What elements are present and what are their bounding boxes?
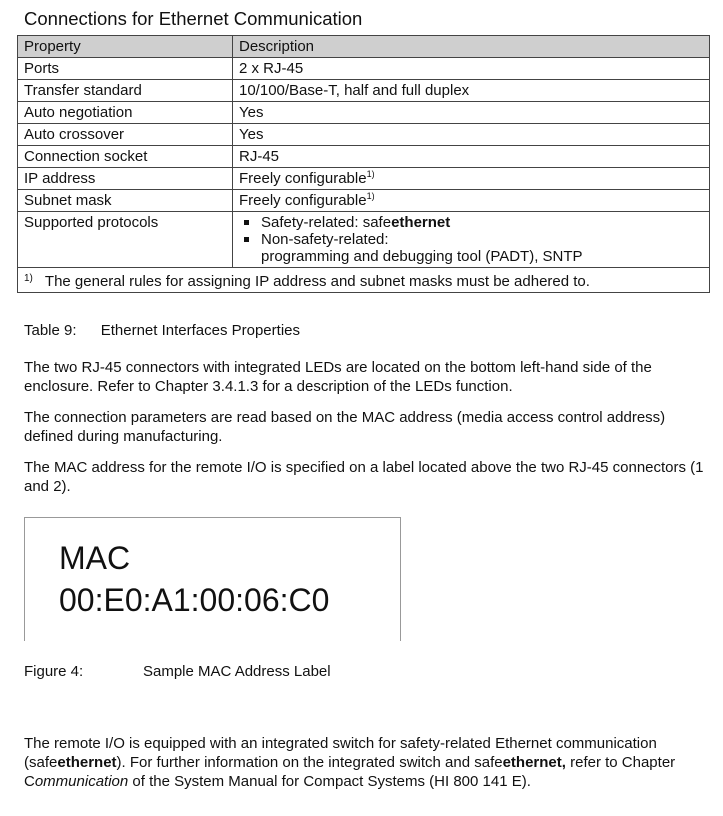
header-description: Description [233, 36, 710, 58]
protocol-bold: ethernet [391, 214, 451, 231]
description-cell [233, 168, 710, 190]
closing-bold: ethernet [57, 754, 117, 771]
table-row [18, 124, 710, 146]
description-text: Freely configurable [239, 170, 367, 187]
table-row [18, 146, 710, 168]
section-title: Connections for Ethernet Communication [24, 8, 363, 29]
description-cell: RJ-45 [233, 146, 710, 168]
closing-text: refer to Chapter C [24, 754, 676, 790]
table-header-row [18, 36, 710, 58]
list-item-safety [239, 214, 703, 231]
header-property: Property [18, 36, 233, 58]
table-row [18, 58, 710, 80]
property-cell: IP address [18, 168, 233, 190]
protocol-prefix: Safety-related: safe [261, 214, 392, 231]
closing-text: ). For further information on the integrated switch and safe [116, 754, 503, 771]
description-cell: 10/100/Base-T, half and full duplex [233, 80, 710, 102]
list-item-non-safety [239, 231, 703, 265]
figure-caption [24, 663, 331, 680]
table-row [18, 102, 710, 124]
description-cell: 2 x RJ-45 [233, 58, 710, 80]
figure-caption-text: Sample MAC Address Label [143, 663, 331, 680]
table-caption-label: Table 9: [24, 322, 77, 339]
footnote-ref: 1) [366, 169, 375, 179]
description-cell: Yes [233, 102, 710, 124]
closing-text: of the System Manual for Compact Systems (HI 800 141 E). [128, 773, 531, 790]
property-cell: Ports [18, 58, 233, 80]
footnote-text: The general rules for assigning IP address and subnet masks must be adhered to. [44, 273, 590, 290]
paragraph-connection-params: The connection parameters are read based on the MAC address (media access control address) defined during manufacturing. [24, 409, 666, 445]
property-cell: Auto crossover [18, 124, 233, 146]
table-caption-text: Ethernet Interfaces Properties [100, 322, 300, 339]
ethernet-properties-table [17, 35, 710, 293]
table-row [18, 168, 710, 190]
table-caption [24, 322, 300, 339]
paragraph-connectors: The two RJ-45 connectors with integrated LEDs are located on the bottom left-hand side of the enclosure. Refer to Chapter 3.4.1.3 for a description of the LEDs function. [24, 359, 652, 395]
property-cell: Supported protocols [18, 212, 233, 268]
property-cell: Auto negotiation [18, 102, 233, 124]
description-cell [233, 212, 710, 268]
footnote-mark: 1) [24, 273, 33, 284]
property-cell: Subnet mask [18, 190, 233, 212]
description-text: Freely configurable [239, 192, 367, 209]
mac-address-value: 00:E0:A1:00:06:C0 [59, 582, 330, 618]
property-cell: Transfer standard [18, 80, 233, 102]
closing-italic: ommunication [34, 773, 129, 790]
table-row [18, 190, 710, 212]
description-cell [233, 190, 710, 212]
property-cell: Connection socket [18, 146, 233, 168]
mac-heading: MAC [59, 540, 131, 576]
protocol-list [239, 214, 703, 265]
table-row-protocols [18, 212, 710, 268]
footnote-cell [18, 268, 710, 293]
paragraph-mac-location: The MAC address for the remote I/O is specified on a label located above the two RJ-45 connectors (1 and 2). [24, 459, 704, 495]
description-cell: Yes [233, 124, 710, 146]
figure-caption-label: Figure 4: [24, 663, 84, 680]
table-footnote-row [18, 268, 710, 293]
mac-address-label-figure [24, 517, 401, 641]
protocol-line2: programming and debugging tool (PADT), SNTP [261, 248, 583, 265]
footnote-ref: 1) [366, 191, 375, 201]
protocol-line1: Non-safety-related: [261, 231, 389, 248]
closing-text: The remote I/O is equipped with an integrated switch for safety-related Ethernet communication (safe [24, 735, 657, 771]
closing-bold: ethernet, [502, 754, 566, 771]
table-row [18, 80, 710, 102]
paragraph-integrated-switch [24, 734, 714, 791]
